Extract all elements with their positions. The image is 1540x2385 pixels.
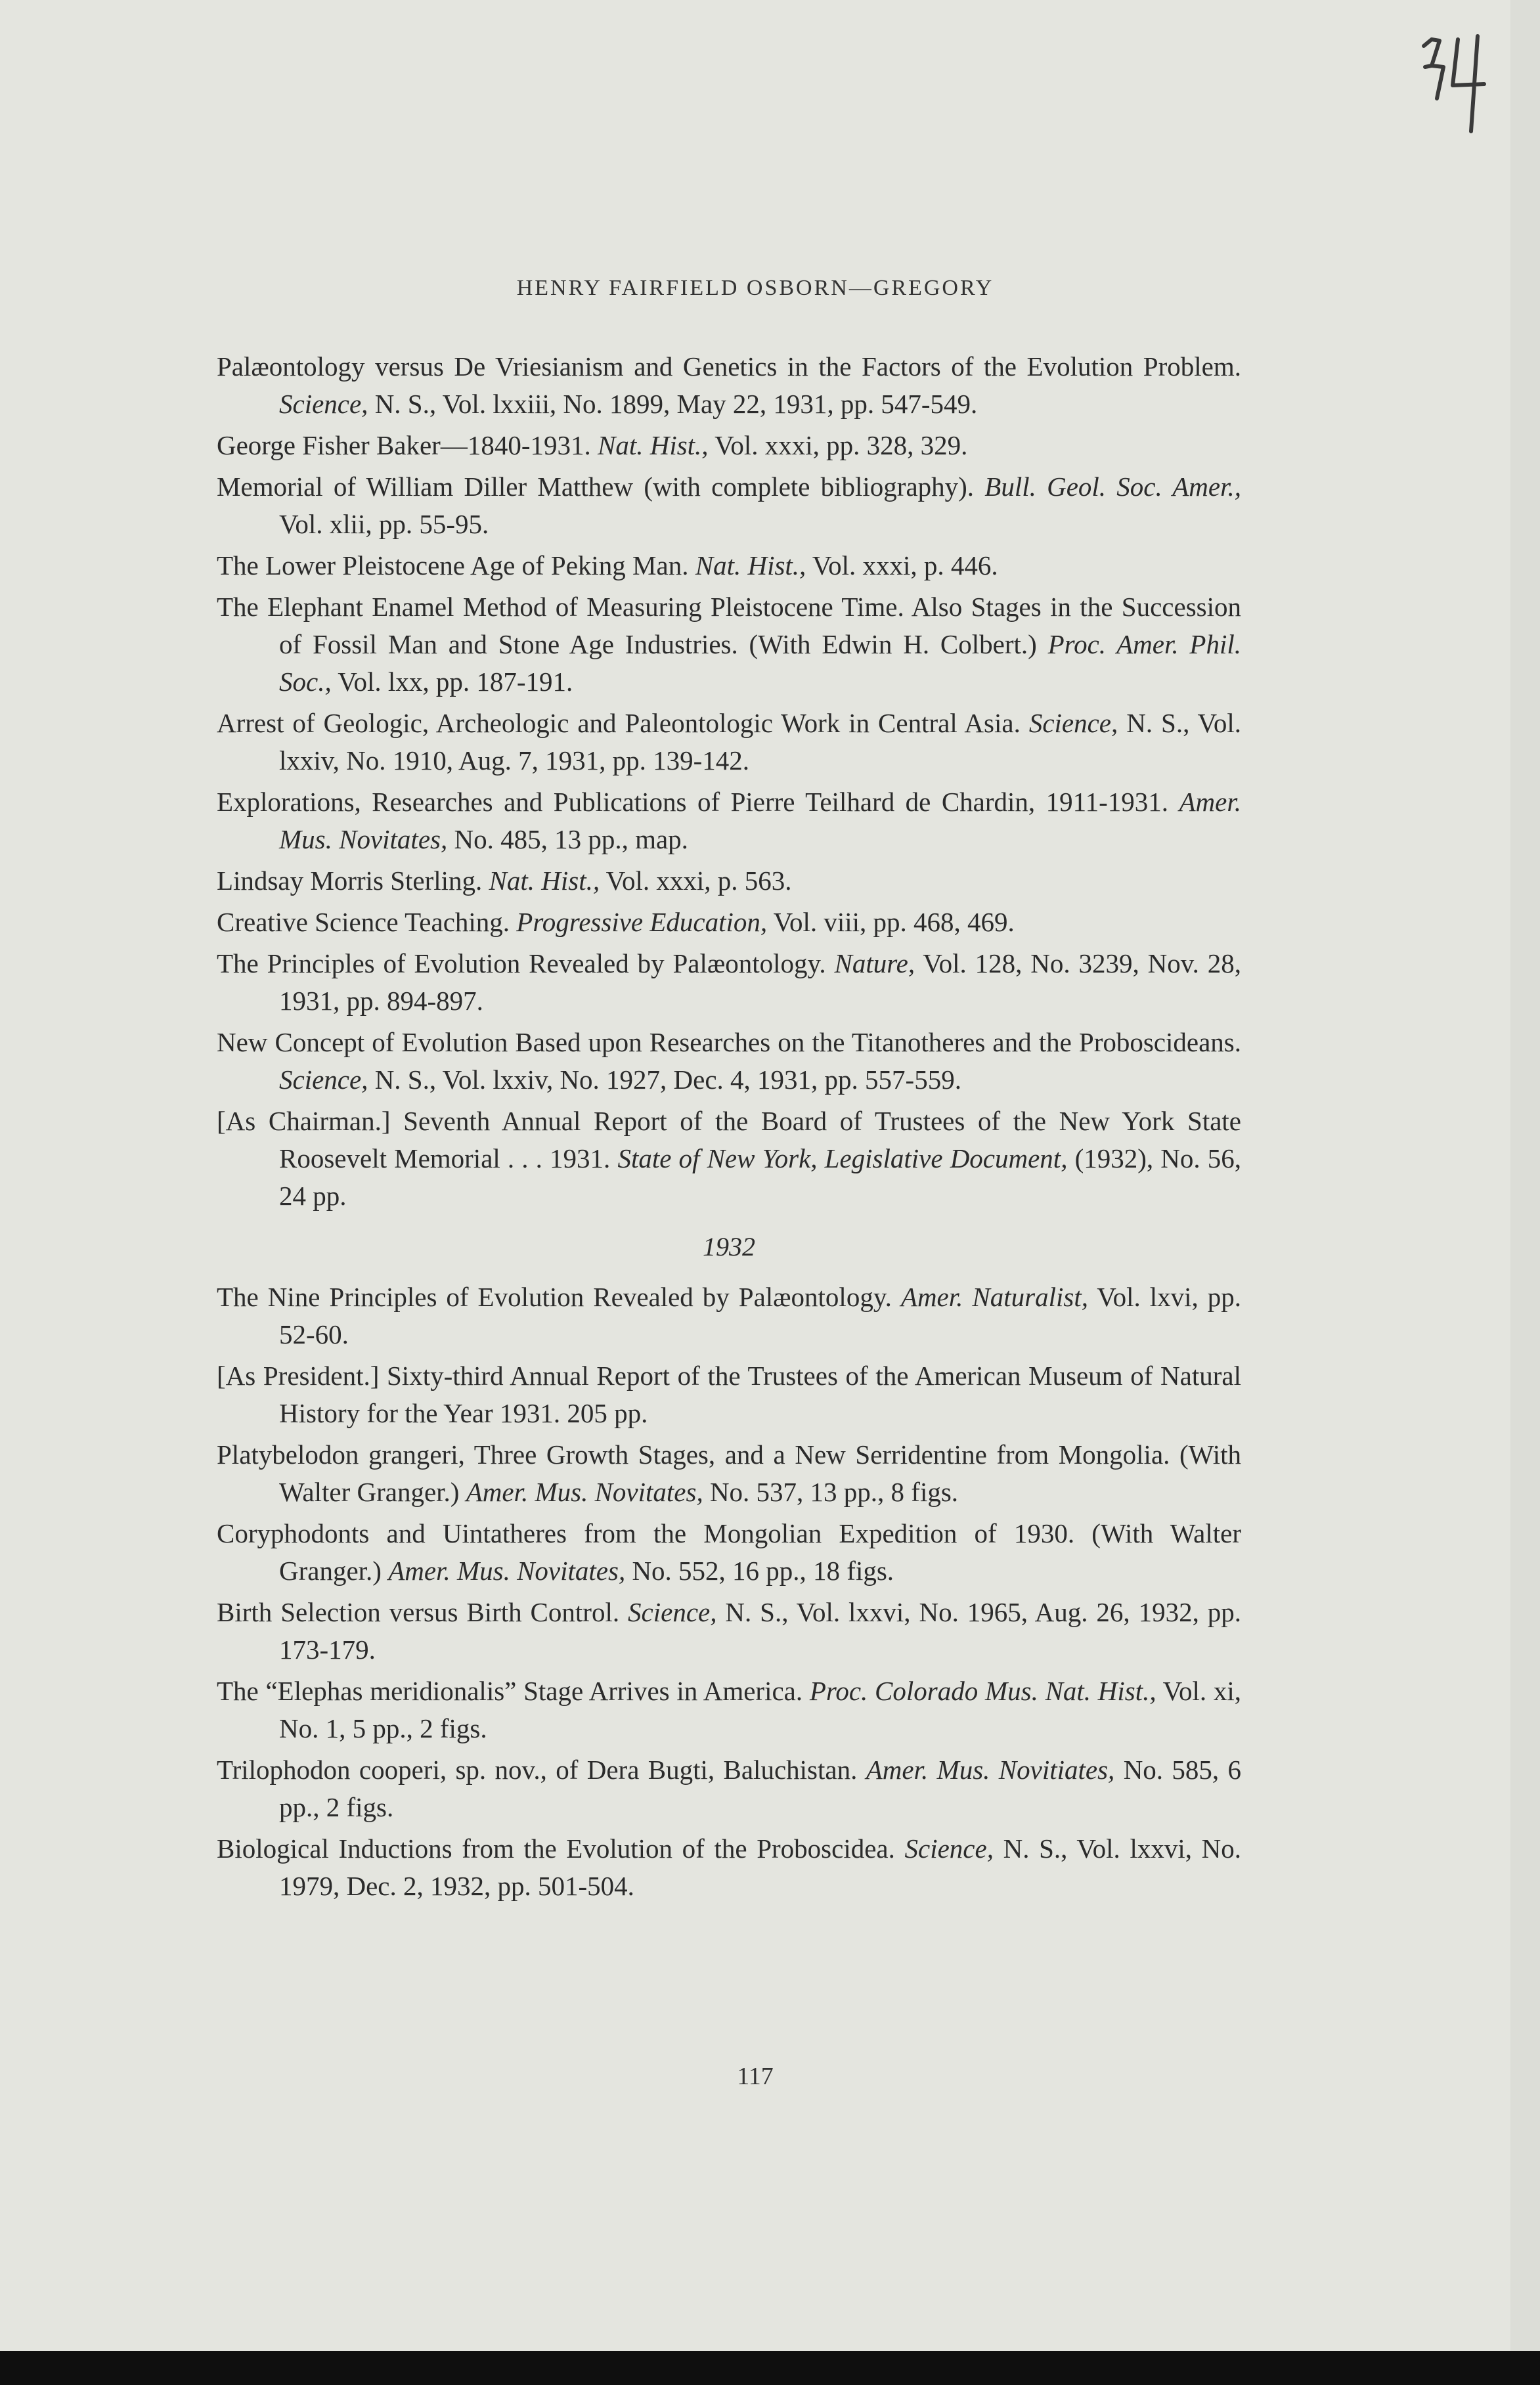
page-number: 117 xyxy=(737,2063,774,2090)
entry-journal: Amer. Mus. Novitates, xyxy=(466,1477,703,1507)
entry-reference: N. S., Vol. lxxiv, No. 1927, Dec. 4, 1931, pp. 557-559. xyxy=(374,1064,961,1095)
entry-journal: Science, xyxy=(279,389,368,419)
entry-reference: N. S., Vol. lxxvi, No. 1965, Aug. 26, 1932, pp. 173-179. xyxy=(279,1597,1242,1665)
entry-journal: Science, xyxy=(904,1833,994,1864)
entry-journal: Bull. Geol. Soc. Amer., xyxy=(984,471,1241,502)
entry-journal: Amer. Mus. Novitates, xyxy=(388,1556,626,1586)
entry-title: Trilophodon cooperi, sp. nov., of Dera Bugti, Baluchistan. xyxy=(217,1755,858,1785)
bibliography-entry xyxy=(217,1357,1241,1432)
bibliography-entry xyxy=(217,348,1241,423)
entry-journal: Amer. Naturalist, xyxy=(900,1282,1088,1312)
entry-journal: Amer. Mus. Novitates, xyxy=(279,787,1241,854)
bibliography-1931-entries xyxy=(217,348,1241,1215)
entry-title: Lindsay Morris Sterling. xyxy=(217,865,483,896)
bibliography-1932-entries xyxy=(217,1279,1241,1905)
bibliography-list xyxy=(217,348,1241,1909)
entry-reference: Vol. xi, No. 1, 5 pp., 2 figs. xyxy=(279,1676,1242,1743)
bibliography-entry xyxy=(217,705,1241,779)
entry-title: The “Elephas meridionalis” Stage Arrives in America. xyxy=(217,1676,803,1706)
bibliography-entry xyxy=(217,1673,1241,1747)
entry-reference: Vol. lxvi, pp. 52-60. xyxy=(279,1282,1242,1349)
entry-journal: Proc. Amer. Phil. Soc., xyxy=(279,629,1241,697)
entry-title: The Lower Pleistocene Age of Peking Man. xyxy=(217,550,689,580)
bibliography-entry xyxy=(217,547,1241,584)
entry-title: Birth Selection versus Birth Control. xyxy=(217,1597,620,1627)
entry-title: The Principles of Evolution Revealed by Palæontology. xyxy=(217,948,826,978)
entry-title: Palæontology versus De Vriesianism and Genetics in the Factors of the Evolution Problem. xyxy=(217,351,1241,382)
entry-reference: Vol. 128, No. 3239, Nov. 28, 1931, pp. 894-897. xyxy=(279,948,1242,1016)
bibliography-entry xyxy=(217,1024,1241,1099)
bibliography-entry xyxy=(217,1436,1241,1511)
year-heading: 1932 xyxy=(703,1232,755,1261)
entry-journal: Proc. Colorado Mus. Nat. Hist., xyxy=(809,1676,1156,1706)
entry-journal: Amer. Mus. Novitiates, xyxy=(866,1755,1115,1785)
entry-journal: Science, xyxy=(628,1597,717,1627)
entry-title: The Nine Principles of Evolution Revealed by Palæontology. xyxy=(217,1282,892,1312)
entry-reference: Vol. xlii, pp. 55-95. xyxy=(279,509,489,539)
entry-journal: Nat. Hist., xyxy=(695,550,806,580)
entry-journal: Science, xyxy=(1028,708,1118,738)
entry-journal: Nat. Hist., xyxy=(489,865,600,896)
bibliography-entry xyxy=(217,427,1241,464)
entry-title: George Fisher Baker—1840-1931. xyxy=(217,430,591,460)
bibliography-entry xyxy=(217,468,1241,543)
entry-reference: No. 485, 13 pp., map. xyxy=(454,824,688,854)
bibliography-entry xyxy=(217,1103,1241,1215)
handwritten-folio-number xyxy=(1412,26,1497,138)
bibliography-entry xyxy=(217,1515,1241,1590)
running-head: HENRY FAIRFIELD OSBORN—GREGORY xyxy=(516,276,994,300)
entry-reference: Vol. xxxi, pp. 328, 329. xyxy=(715,430,968,460)
entry-journal: Progressive Education, xyxy=(516,907,768,937)
entry-title: Creative Science Teaching. xyxy=(217,907,510,937)
entry-reference: No. 537, 13 pp., 8 figs. xyxy=(709,1477,959,1507)
bibliography-entry xyxy=(217,904,1241,941)
entry-reference: Vol. viii, pp. 468, 469. xyxy=(773,907,1015,937)
entry-title: [As President.] Sixty-third Annual Report of the Trustees of the American Museum of Natural History for the Year 1931. 205 pp. xyxy=(217,1361,1241,1428)
entry-title: Platybelodon grangeri, Three Growth Stages, and a New Serridentine from Mongolia. (With Walter Granger.) xyxy=(217,1439,1241,1507)
entry-title: Explorations, Researches and Publications of Pierre Teilhard de Chardin, 1911-1931. xyxy=(217,787,1169,817)
entry-reference: No. 552, 16 pp., 18 figs. xyxy=(632,1556,894,1586)
entry-journal: State of New York, Legislative Document, xyxy=(617,1143,1068,1173)
entry-title: The Elephant Enamel Method of Measuring Pleistocene Time. Also Stages in the Succession of Fossil Man and Stone Age Industries. (With Edwin H. Colbert.) xyxy=(217,592,1241,659)
bibliography-entry xyxy=(217,1279,1241,1353)
entry-title: New Concept of Evolution Based upon Researches on the Titanotheres and the Proboscideans. xyxy=(217,1027,1241,1057)
entry-title: Arrest of Geologic, Archeologic and Paleontologic Work in Central Asia. xyxy=(217,708,1021,738)
entry-reference: No. 585, 6 pp., 2 figs. xyxy=(279,1755,1242,1822)
entry-journal: Nat. Hist., xyxy=(597,430,709,460)
bibliography-entry xyxy=(217,1594,1241,1669)
bibliography-entry xyxy=(217,588,1241,701)
entry-title: Coryphodonts and Uintatheres from the Mongolian Expedition of 1930. (With Walter Granger.) xyxy=(217,1518,1241,1586)
entry-journal: Science, xyxy=(279,1064,368,1095)
entry-reference: (1932), No. 56, 24 pp. xyxy=(279,1143,1242,1211)
entry-reference: N. S., Vol. lxxiii, No. 1899, May 22, 1931, pp. 547-549. xyxy=(374,389,978,419)
scan-margin xyxy=(1510,0,1540,2351)
entry-reference: N. S., Vol. lxxiv, No. 1910, Aug. 7, 1931, pp. 139-142. xyxy=(279,708,1242,776)
entry-title: Biological Inductions from the Evolution of the Proboscidea. xyxy=(217,1833,895,1864)
entry-reference: Vol. xxxi, p. 446. xyxy=(812,550,998,580)
entry-journal: Nature, xyxy=(834,948,915,978)
bibliography-entry xyxy=(217,1830,1241,1905)
entry-reference: Vol. xxxi, p. 563. xyxy=(605,865,792,896)
bibliography-entry xyxy=(217,1751,1241,1826)
entry-reference: N. S., Vol. lxxvi, No. 1979, Dec. 2, 1932, pp. 501-504. xyxy=(279,1833,1241,1901)
bibliography-entry xyxy=(217,783,1241,858)
entry-reference: Vol. lxx, pp. 187-191. xyxy=(338,667,573,697)
bibliography-entry xyxy=(217,862,1241,900)
entry-title: Memorial of William Diller Matthew (with complete bibliography). xyxy=(217,471,975,502)
bibliography-entry xyxy=(217,945,1241,1020)
entry-title: [As Chairman.] Seventh Annual Report of the Board of Trustees of the New York State Roosevelt Memorial . . . 1931. xyxy=(217,1106,1241,1173)
scan-border xyxy=(0,2351,1540,2385)
